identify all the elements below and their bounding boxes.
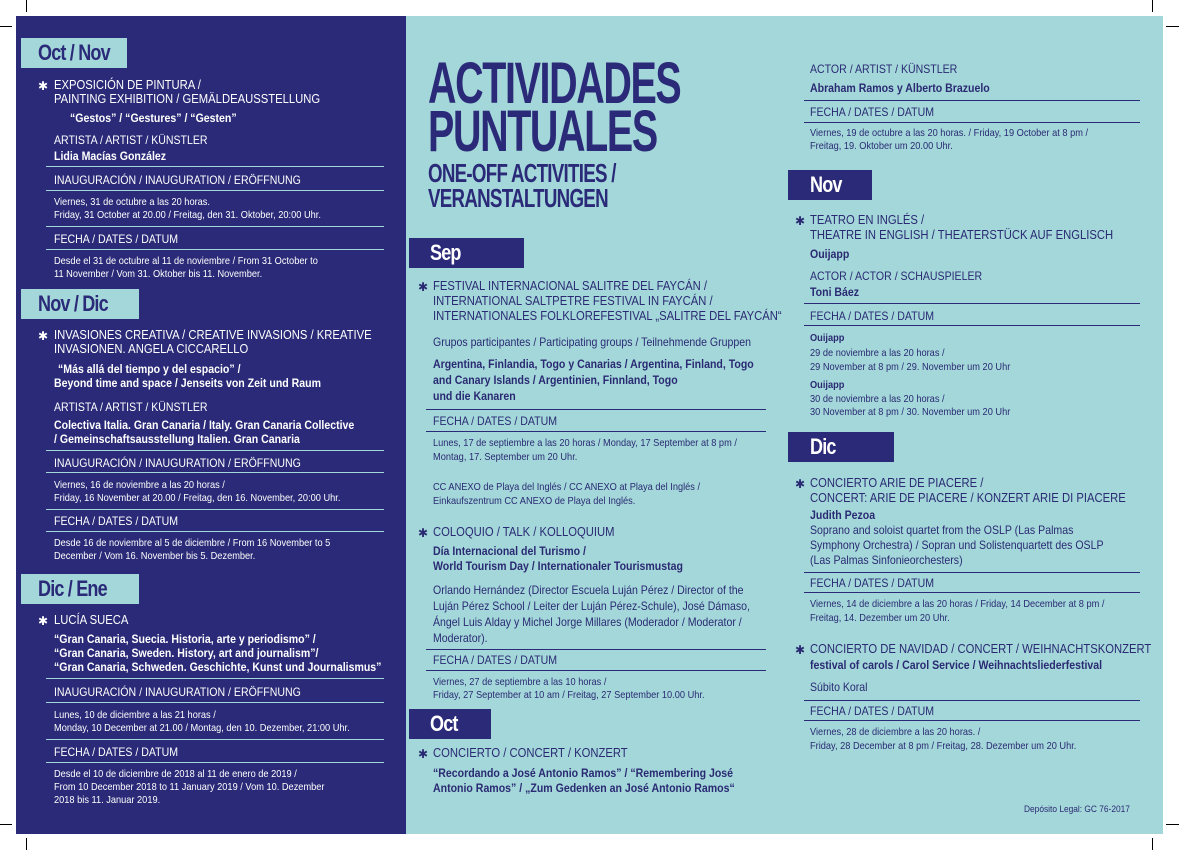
tag-nov-dic: Nov / Dic: [38, 291, 108, 316]
event-description: (Las Palmas Sinfonieorchesters): [810, 553, 963, 567]
event-title: INTERNATIONAL SALTPETRE FESTIVAL IN FAYCÁN /: [433, 294, 713, 308]
dates-text: 2018 bis 11. Januar 2019.: [54, 794, 161, 806]
divider: [426, 670, 766, 671]
asterisk-bullet-icon: ✱: [418, 747, 429, 761]
tag-nov: Nov: [810, 172, 842, 197]
artist-label: ARTISTA / ARTIST / KÜNSTLER: [54, 133, 208, 147]
dates-text: Viernes, 28 de diciembre a las 20 horas. /: [810, 726, 981, 738]
dates-text: Friday, 28 December at 8 pm / Freitag, 28. Dezember um 20 Uhr.: [810, 740, 1077, 752]
event-subtitle: “Recordando a José Antonio Ramos” / “Remembering José: [433, 766, 734, 780]
divider: [804, 700, 1140, 701]
tag-oct: Oct: [430, 711, 458, 736]
divider: [804, 325, 1140, 326]
session-title: Ouijapp: [810, 379, 845, 391]
event-title: PAINTING EXHIBITION / GEMÄLDEAUSSTELLUNG: [54, 92, 321, 106]
divider: [426, 649, 766, 650]
divider: [426, 409, 766, 410]
artist-name: Lidia Macías González: [54, 149, 167, 163]
crop-mark: [26, 0, 27, 12]
inauguration-label: INAUGURACIÓN / INAUGURATION / ERÖFFNUNG: [54, 685, 301, 699]
session-date: 30 November at 8 pm / 30. November um 20 Uhr: [810, 406, 1011, 418]
event-work: Ouijapp: [810, 247, 850, 261]
tag-sep-box: [409, 238, 524, 268]
event-subtitle: Día Internacional del Turismo /: [433, 544, 586, 558]
event-title: CONCIERTO DE NAVIDAD / CONCERT / WEIHNACHTSKONZERT: [810, 642, 1152, 656]
crop-mark: [26, 838, 27, 850]
divider: [804, 100, 1140, 101]
divider: [46, 531, 384, 532]
event-subtitle: Antonio Ramos” / „Zum Gedenken an José Antonio Ramos“: [433, 781, 735, 795]
dates-label: FECHA / DATES / DATUM: [810, 105, 934, 119]
divider: [804, 720, 1140, 721]
asterisk-bullet-icon: ✱: [418, 526, 429, 540]
dates-text: December / Vom 16. November bis 5. Dezember.: [54, 550, 256, 562]
crop-mark: [0, 824, 12, 825]
divider: [46, 762, 384, 763]
event-title: THEATRE IN ENGLISH / THEATERSTÜCK AUF ENGLISCH: [810, 228, 1114, 242]
event-title: CONCERT: ARIE DE PIACERE / KONZERT ARIE DI PIACERE: [810, 491, 1126, 505]
divider: [46, 509, 384, 510]
inauguration-text: Friday, 16 November at 20.00 / Freitag, den 16. November, 20:00 Uhr.: [54, 492, 341, 504]
event-title: COLOQUIO / TALK / KOLLOQUIUM: [433, 525, 615, 539]
inauguration-text: Friday, 31 October at 20.00 / Freitag, den 31. Oktober, 20:00 Uhr.: [54, 209, 321, 221]
event-subtitle: festival of carols / Carol Service / Weihnachtsliederfestival: [810, 658, 1103, 672]
groups-text: und die Kanaren: [433, 389, 516, 403]
inauguration-text: Viernes, 16 de noviembre a las 20 horas /: [54, 479, 225, 491]
tag-oct-nov: Oct / Nov: [38, 40, 110, 65]
dates-text: Montag, 17. September um 20 Uhr.: [433, 451, 578, 463]
event-description: Luján Pérez School / Leiter der Luján Pérez-Schule), José Dámaso,: [433, 599, 750, 613]
event-work: “Gran Canaria, Sweden. History, art and journalism”/: [54, 646, 319, 660]
left-panel: [16, 16, 406, 834]
inauguration-label: INAUGURACIÓN / INAUGURATION / ERÖFFNUNG: [54, 456, 301, 470]
event-title: INVASIONES CREATIVA / CREATIVE INVASIONS / KREATIVE: [54, 328, 372, 342]
page-subtitle: VERANSTALTUNGEN: [428, 183, 608, 213]
asterisk-bullet-icon: ✱: [38, 79, 49, 93]
tag-dic-ene: Dic / Ene: [38, 576, 107, 601]
page-title: PUNTUALES: [428, 99, 657, 164]
dates-text: 11 November / Vom 31. Oktober bis 11. November.: [54, 268, 263, 280]
event-description: Orlando Hernández (Director Escuela Luján Pérez / Director of the: [433, 583, 744, 597]
actor-label: ACTOR / ACTOR / SCHAUSPIELER: [810, 269, 983, 283]
dates-label: FECHA / DATES / DATUM: [810, 309, 934, 323]
asterisk-bullet-icon: ✱: [795, 477, 806, 491]
session-title: Ouijapp: [810, 332, 845, 344]
crop-mark: [1166, 26, 1179, 27]
crop-mark: [1152, 838, 1153, 850]
tag-dic: Dic: [810, 434, 836, 459]
actor-label: ACTOR / ARTIST / KÜNSTLER: [810, 62, 958, 76]
dates-text: From 10 December 2018 to 11 January 2019 / Vom 10. Dezember: [54, 781, 325, 793]
divider: [46, 226, 384, 227]
dates-text: Freitag, 14. Dezember um 20 Uhr.: [810, 612, 950, 624]
asterisk-bullet-icon: ✱: [418, 280, 429, 294]
dates-text: Freitag, 19. Oktober um 20.00 Uhr.: [810, 140, 953, 152]
crop-mark: [1152, 0, 1153, 12]
tag-dic-box: [788, 432, 894, 462]
dates-text: Viernes, 19 de octubre a las 20 horas. / Friday, 19 October at 8 pm /: [810, 127, 1089, 139]
place-text: Einkaufszentrum CC ANEXO de Playa del Inglés.: [433, 495, 636, 507]
dates-label: FECHA / DATES / DATUM: [810, 704, 934, 718]
divider: [46, 739, 384, 740]
inauguration-text: Monday, 10 December at 21.00 / Montag, den 10. Dezember, 21:00 Uhr.: [54, 722, 350, 734]
dates-label: FECHA / DATES / DATUM: [54, 232, 178, 246]
asterisk-bullet-icon: ✱: [795, 643, 806, 657]
event-description: Moderator).: [433, 631, 488, 645]
divider: [46, 678, 384, 679]
event-title: CONCIERTO / CONCERT / KONZERT: [433, 746, 628, 760]
artist-name: Colectiva Italia. Gran Canaria / Italy. Gran Canaria Collective: [54, 418, 355, 432]
dates-text: Friday, 27 September at 10 am / Freitag, 27 September 10.00 Uhr.: [433, 689, 705, 701]
event-title: INTERNATIONALES FOLKLOREFESTIVAL „SALITRE DEL FAYCÁN“: [433, 309, 782, 323]
page-title: ACTIVIDADES: [428, 51, 681, 116]
event-work: Beyond time and space / Jenseits von Zeit und Raum: [54, 376, 321, 390]
crop-mark: [0, 26, 12, 27]
session-date: 29 November at 8 pm / 29. November um 20 Uhr: [810, 361, 1011, 373]
inauguration-label: INAUGURACIÓN / INAUGURATION / ERÖFFNUNG: [54, 173, 301, 187]
divider: [804, 572, 1140, 573]
divider: [46, 190, 384, 191]
place-text: CC ANEXO de Playa del Inglés / CC ANEXO at Playa del Inglés /: [433, 481, 701, 493]
event-description: Ángel Luis Alday y Michel Jorge Millares (Moderador / Moderator /: [433, 615, 742, 629]
dates-text: Desde 16 de noviembre al 5 de diciembre / From 16 November to 5: [54, 537, 331, 549]
legal-deposit: Depósito Legal: GC 76-2017: [1024, 804, 1130, 815]
session-date: 29 de noviembre a las 20 horas /: [810, 347, 945, 359]
inauguration-text: Lunes, 10 de diciembre a las 21 horas /: [54, 709, 216, 721]
groups-label: Grupos participantes / Participating groups / Teilnehmende Gruppen: [433, 335, 751, 349]
dates-text: Viernes, 14 de diciembre a las 20 horas / Friday, 14 December at 8 pm /: [810, 598, 1105, 610]
event-work: “Gran Canaria, Suecia. Historia, arte y periodismo” /: [54, 632, 316, 646]
divider: [46, 249, 384, 250]
event-title: INVASIONEN. ANGELA CICCARELLO: [54, 342, 249, 356]
asterisk-bullet-icon: ✱: [38, 329, 49, 343]
event-title: LUCÍA SUECA: [54, 613, 129, 627]
divider: [804, 303, 1140, 304]
divider: [426, 431, 766, 432]
artist-name: / Gemeinschaftsausstellung Italien. Gran Canaria: [54, 432, 300, 446]
groups-text: and Canary Islands / Argentinien, Finnland, Togo: [433, 373, 678, 387]
event-subtitle: World Tourism Day / Internationaler Tourismustag: [433, 559, 683, 573]
groups-text: Argentina, Finlandia, Togo y Canarias / Argentina, Finland, Togo: [433, 357, 754, 371]
dates-text: Viernes, 27 de septiembre a las 10 horas /: [433, 676, 607, 688]
choir-name: Súbito Koral: [810, 680, 868, 694]
dates-label: FECHA / DATES / DATUM: [54, 745, 178, 759]
event-title: FESTIVAL INTERNACIONAL SALITRE DEL FAYCÁN /: [433, 279, 708, 293]
divider: [804, 592, 1140, 593]
dates-label: FECHA / DATES / DATUM: [433, 653, 557, 667]
divider: [804, 122, 1140, 123]
dates-text: Desde el 10 de diciembre de 2018 al 11 de enero de 2019 /: [54, 768, 297, 780]
event-description: Symphony Orchestra) / Sopran und Solistenquartett des OSLP: [810, 538, 1104, 552]
event-title: TEATRO EN INGLÉS /: [810, 213, 925, 227]
artist-name: Judith Pezoa: [810, 508, 876, 522]
event-work: “Más allá del tiempo y del espacio” /: [58, 362, 241, 376]
event-title: EXPOSICIÓN DE PINTURA /: [54, 78, 201, 92]
dates-label: FECHA / DATES / DATUM: [810, 576, 934, 590]
asterisk-bullet-icon: ✱: [795, 214, 806, 228]
divider: [46, 472, 384, 473]
dates-label: FECHA / DATES / DATUM: [433, 414, 557, 428]
crop-mark: [1166, 824, 1179, 825]
dates-text: Desde el 31 de octubre al 11 de noviembre / From 31 October to: [54, 255, 318, 267]
dates-text: Lunes, 17 de septiembre a las 20 horas / Monday, 17 September at 8 pm /: [433, 437, 737, 449]
divider: [46, 166, 384, 167]
artist-label: ARTISTA / ARTIST / KÜNSTLER: [54, 400, 208, 414]
asterisk-bullet-icon: ✱: [38, 614, 49, 628]
event-work: “Gestos” / “Gestures” / “Gesten”: [70, 111, 237, 125]
event-description: Soprano and soloist quartet from the OSLP (Las Palmas: [810, 523, 1074, 537]
event-work: “Gran Canaria, Schweden. Geschichte, Kunst und Journalismus”: [54, 660, 382, 674]
dates-label: FECHA / DATES / DATUM: [54, 514, 178, 528]
divider: [46, 702, 384, 703]
right-panel: [406, 16, 1163, 834]
event-title: CONCIERTO ARIE DE PIACERE /: [810, 476, 984, 490]
actor-name: Toni Báez: [810, 285, 860, 299]
session-date: 30 de noviembre a las 20 horas /: [810, 393, 945, 405]
actor-names: Abraham Ramos y Alberto Brazuelo: [810, 81, 990, 95]
inauguration-text: Viernes, 31 de octubre a las 20 horas.: [54, 196, 210, 208]
divider: [46, 450, 384, 451]
page-subtitle: ONE-OFF ACTIVITIES /: [428, 158, 616, 188]
tag-sep: Sep: [430, 240, 461, 265]
